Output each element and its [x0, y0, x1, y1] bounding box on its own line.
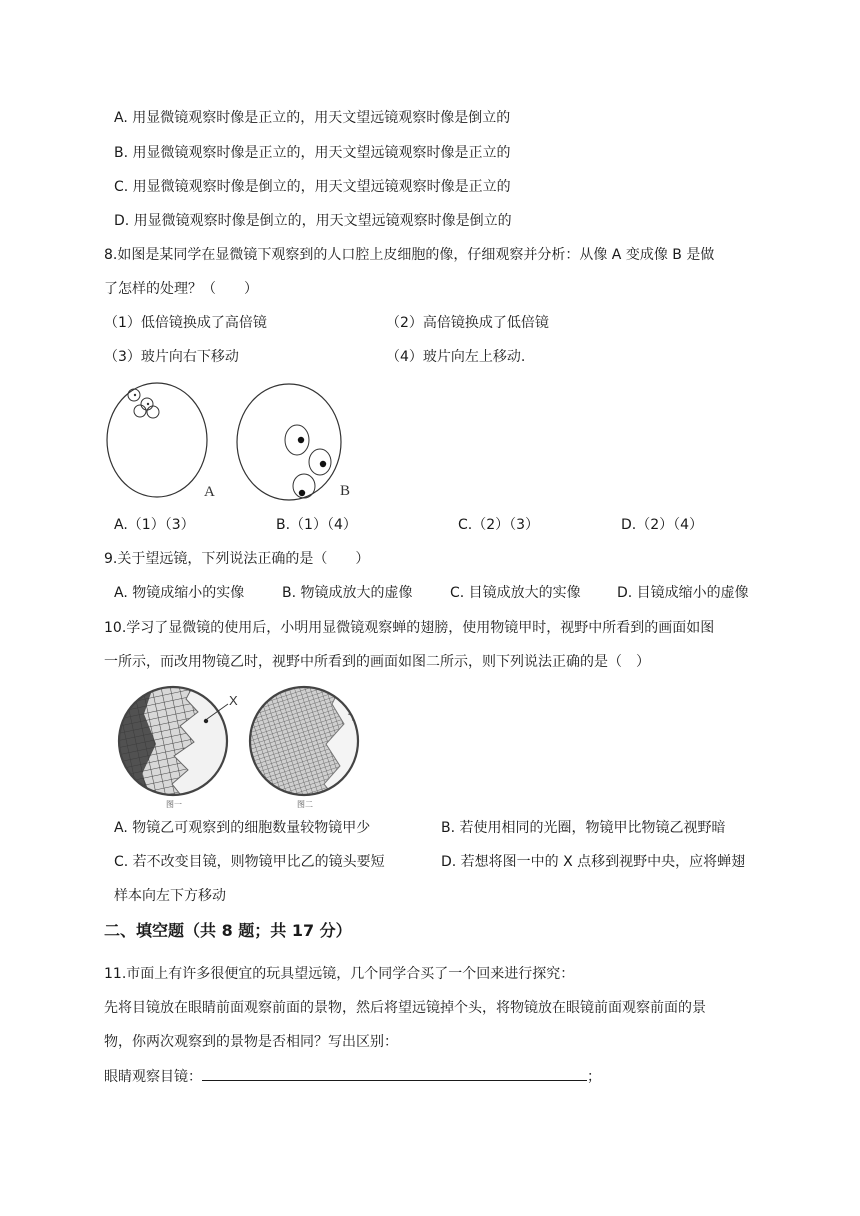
answer-end: ；: [587, 1069, 601, 1085]
q8-stem-line1: 8.如图是某同学在显微镜下观察到的人口腔上皮细胞的像，仔细观察并分析：从像 A 变成像 B 是做: [104, 247, 715, 263]
q10-option-c: C. 若不改变目镜，则物镜甲比乙的镜头要短: [114, 854, 385, 870]
q9-option-d: D. 目镜成缩小的虚像: [617, 585, 749, 601]
answer-label: 眼睛观察目镜：: [104, 1069, 202, 1085]
section-heading: 二、填空题（共 8 题；共 17 分）: [104, 921, 352, 940]
q8-item-1: （1）低倍镜换成了高倍镜: [104, 315, 267, 331]
q7-option-d: D. 用显微镜观察时像是倒立的，用天文望远镜观察时像是倒立的: [114, 213, 512, 229]
q8-option-a: A.（1）（3）: [114, 517, 195, 533]
q11-stem-line1: 11.市面上有许多很便宜的玩具望远镜，几个同学合买了一个回来进行探究：: [104, 966, 575, 982]
q9-stem: 9.关于望远镜，下列说法正确的是（ ）: [104, 551, 370, 567]
figure-b-label: B: [340, 483, 351, 499]
q9-option-a: A. 物镜成缩小的实像: [114, 585, 245, 601]
q8-option-d: D.（2）（4）: [621, 517, 704, 533]
figure-1-caption: 图一: [166, 800, 182, 809]
q10-option-b: B. 若使用相同的光圈，物镜甲比物镜乙视野暗: [441, 820, 726, 836]
q7-option-a: A. 用显微镜观察时像是正立的，用天文望远镜观察时像是倒立的: [114, 110, 511, 126]
q8-stem-line2: 了怎样的处理？（ ）: [104, 281, 258, 297]
figure-a-label: A: [204, 484, 215, 500]
q8-option-c: C.（2）（3）: [458, 517, 540, 533]
q10-option-d-line2: 样本向左下方移动: [114, 888, 226, 904]
q10-stem-line1: 10.学习了显微镜的使用后，小明用显微镜观察蝉的翅膀，使用物镜甲时，视野中所看到的画面如图: [104, 620, 715, 636]
answer-blank[interactable]: [202, 1066, 587, 1081]
q10-figure: [114, 684, 364, 809]
q8-item-2: （2）高倍镜换成了低倍镜: [386, 315, 549, 331]
q8-item-3: （3）玻片向右下移动: [104, 349, 239, 365]
q10-option-a: A. 物镜乙可观察到的细胞数量较物镜甲少: [114, 820, 371, 836]
q11-answer-line: [104, 1066, 601, 1087]
q10-option-d-line1: D. 若想将图一中的 X 点移到视野中央，应将蝉翅: [441, 854, 746, 870]
figure-1-x-label: X: [229, 693, 238, 708]
q8-option-b: B.（1）（4）: [276, 517, 357, 533]
figure-a-field: [107, 383, 207, 497]
figure-b-field: [237, 384, 341, 500]
figure-1-field: [114, 684, 239, 799]
figure-2-field: [244, 684, 364, 799]
q7-option-b: B. 用显微镜观察时像是正立的，用天文望远镜观察时像是正立的: [114, 145, 511, 161]
figure-2-caption: 图二: [297, 800, 313, 809]
q10-stem-line2: 一所示，而改用物镜乙时，视野中所看到的画面如图二所示，则下列说法正确的是（ ）: [104, 654, 650, 670]
q9-option-b: B. 物镜成放大的虚像: [282, 585, 413, 601]
q8-item-4: （4）玻片向左上移动.: [386, 349, 526, 365]
q9-option-c: C. 目镜成放大的实像: [450, 585, 581, 601]
q11-stem-line3: 物，你两次观察到的景物是否相同？写出区别：: [104, 1034, 398, 1050]
q11-stem-line2: 先将目镜放在眼睛前面观察前面的景物，然后将望远镜掉个头，将物镜放在眼镜前面观察前面的景: [104, 1000, 706, 1016]
q7-option-c: C. 用显微镜观察时像是倒立的，用天文望远镜观察时像是正立的: [114, 179, 511, 195]
q8-figure: [100, 380, 380, 506]
